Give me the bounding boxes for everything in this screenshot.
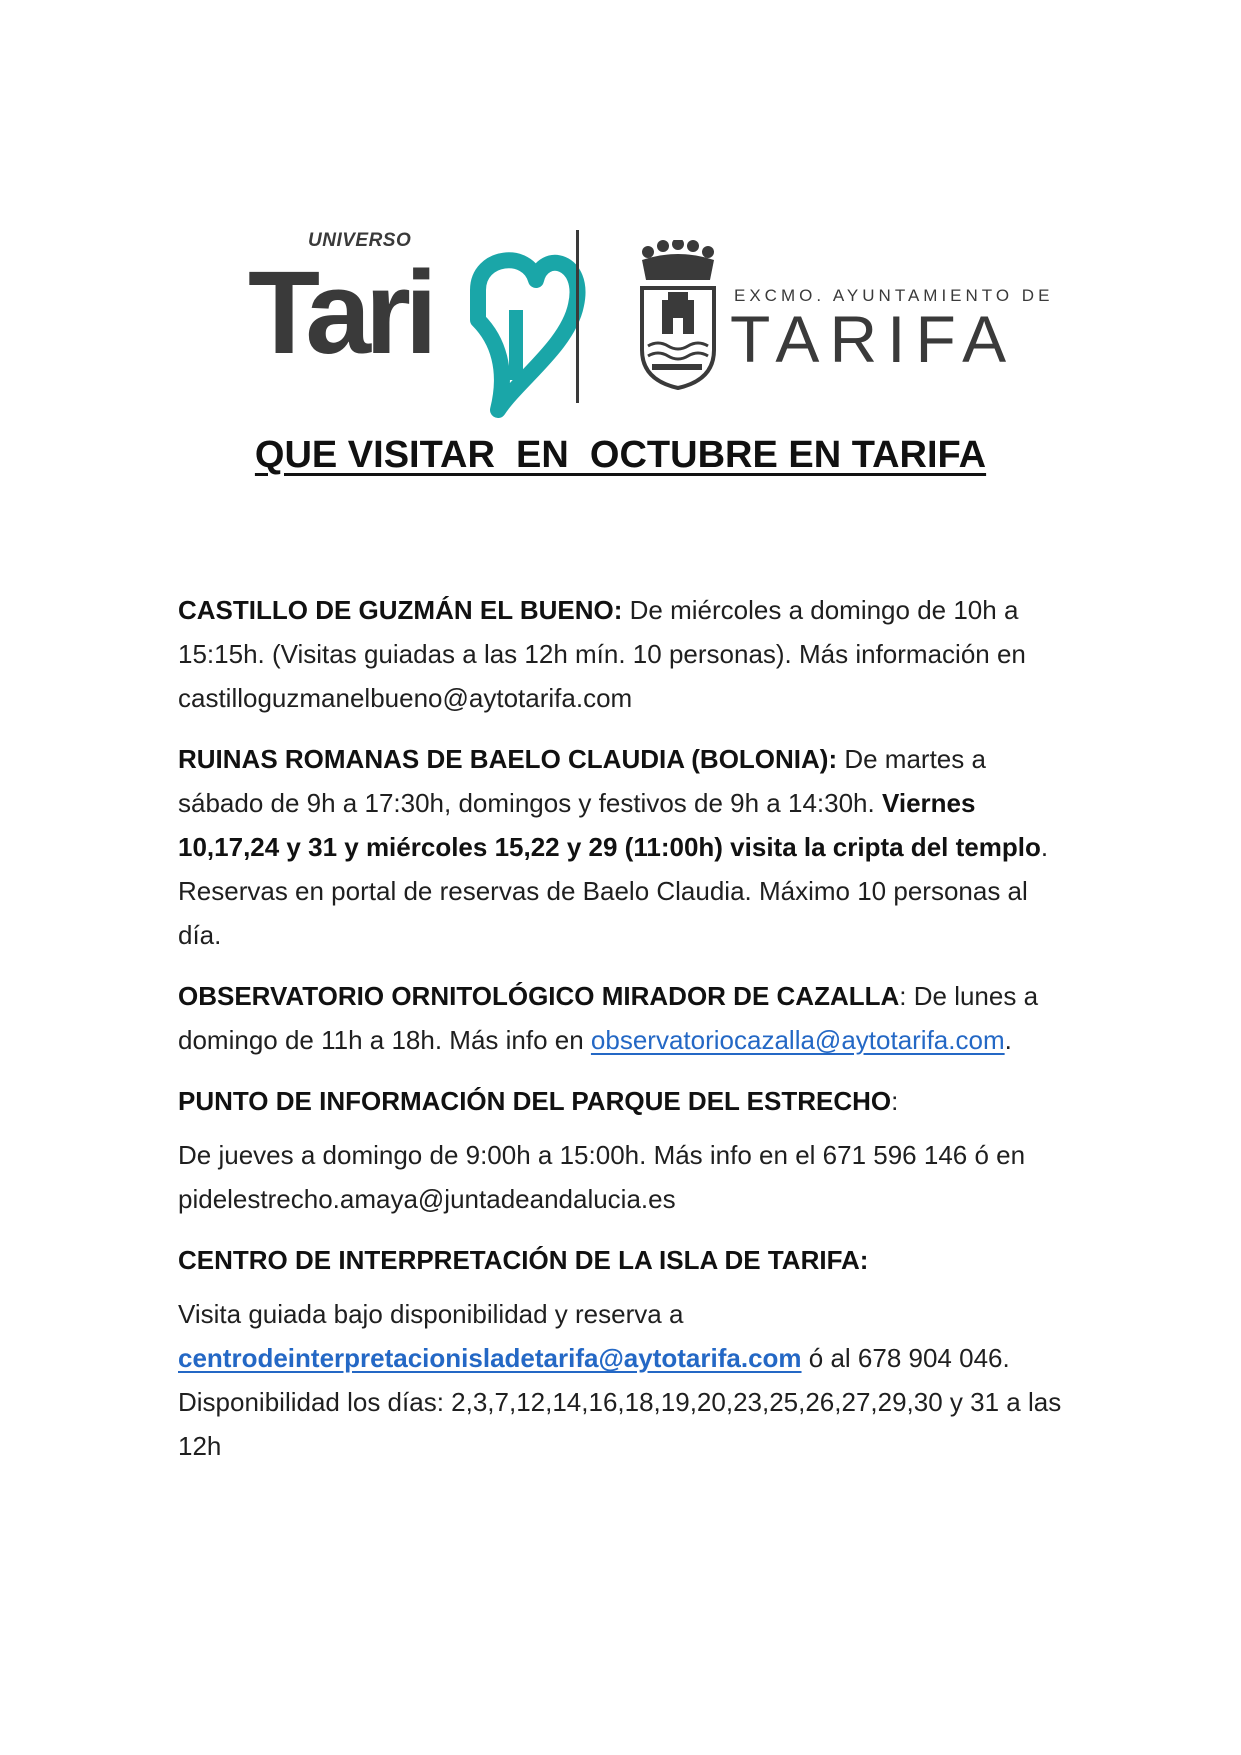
section-observatorio (178, 974, 1078, 1062)
page-title: QUE VISITAR EN OCTUBRE EN TARIFA (254, 434, 987, 476)
section-text: De miércoles a domingo de 10h a 15:15h. (Visitas guiadas a las 12h mín. 10 personas). Más información en castilloguzmanelbueno@aytotarifa.com (178, 595, 1026, 713)
logo-divider (576, 230, 579, 403)
section-text: . (1004, 1025, 1012, 1055)
logo-word: Tari (248, 247, 432, 379)
ayuntamiento-subtitle: EXCMO. AYUNTAMIENTO DE (734, 286, 1054, 305)
section-highlight: Viernes 10,17,24 y 31 y miércoles 15,22 y 29 (11:00h) visita la cripta del templo (178, 788, 1041, 862)
ayuntamiento-logo (638, 240, 1054, 390)
section-text: : (891, 1086, 899, 1116)
section-heading: CASTILLO DE GUZMÁN EL BUENO: (178, 595, 623, 625)
ayuntamiento-name: TARIFA (730, 302, 1017, 376)
section-text: ó al 678 904 046. Disponibilidad los días: 2,3,7,12,14,16,18,19,20,23,25,26,27,29,30 y 31 a las 12h (178, 1343, 1062, 1461)
section-punto-text: De jueves a domingo de 9:00h a 15:00h. Más info en el 671 596 146 ó en pidelestrecho.amaya@juntadeandalucia.es (178, 1140, 1026, 1214)
section-centro-text (178, 1292, 1078, 1468)
section-text: : De lunes a domingo de 11h a 18h. Más info en (178, 981, 1039, 1055)
section-heading: RUINAS ROMANAS DE BAELO CLAUDIA (BOLONIA): (178, 744, 838, 774)
coat-of-arms-icon (638, 240, 718, 390)
section-baelo-claudia (178, 737, 1078, 957)
section-punto-heading (178, 1079, 1078, 1123)
section-heading: CENTRO DE INTERPRETACIÓN DE LA ISLA DE TARIFA: (178, 1245, 869, 1275)
section-text: . Reservas en portal de reservas de Baelo Claudia. Máximo 10 personas al día. (178, 832, 1049, 950)
universo-tarifa-logo (248, 228, 528, 398)
section-heading: OBSERVATORIO ORNITOLÓGICO MIRADOR DE CAZALLA (178, 981, 900, 1011)
section-castillo (178, 588, 1078, 720)
section-text: De martes a sábado de 9h a 17:30h, domingos y festivos de 9h a 14:30h. (178, 744, 986, 818)
observatorio-email-link[interactable]: observatoriocazalla@aytotarifa.com (590, 1025, 1005, 1055)
heart-fa-icon (458, 250, 588, 420)
logo-tagline: UNIVERSO (308, 230, 412, 251)
section-centro-heading (178, 1238, 1078, 1282)
header-logos (0, 0, 1241, 420)
section-text: Visita guiada bajo disponibilidad y reserva a (178, 1299, 684, 1329)
section-heading: PUNTO DE INFORMACIÓN DEL PARQUE DEL ESTRECHO (178, 1086, 892, 1116)
centro-email-link[interactable]: centrodeinterpretacionisladetarifa@aytotarifa.com (178, 1343, 802, 1373)
document-body (178, 588, 1078, 1485)
